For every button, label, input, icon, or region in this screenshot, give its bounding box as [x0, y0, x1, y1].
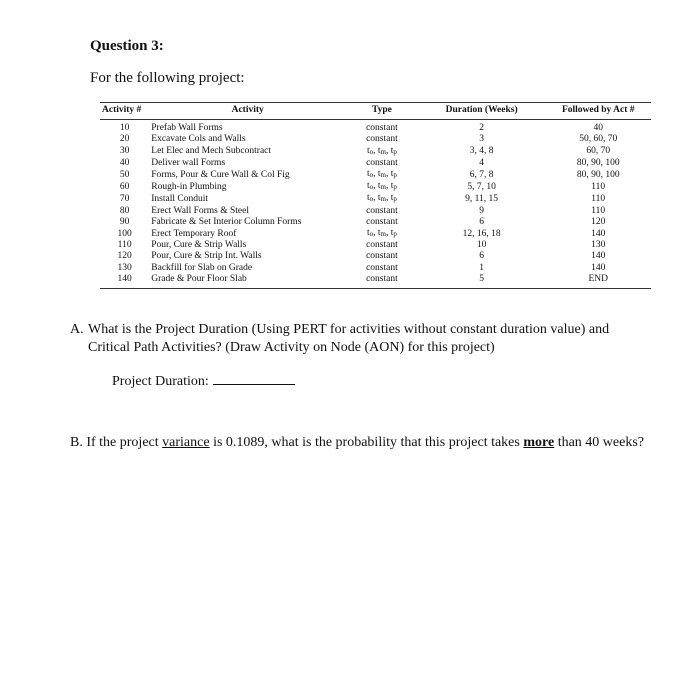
cell-duration: 9, 11, 15: [465, 193, 499, 204]
project-duration-label: Project Duration:: [112, 374, 209, 389]
cell-followed-by: 50, 60, 70: [579, 134, 618, 145]
cell-followed-by: 60, 70: [586, 146, 611, 157]
cell-duration: 4: [479, 157, 484, 168]
cell-type: constant: [366, 123, 398, 134]
part-b-text-before: If the project: [86, 435, 163, 450]
table-row: [100, 217, 651, 228]
cell-activity-number: 130: [117, 262, 132, 273]
cell-activity-number: 10: [119, 123, 130, 134]
question-title: Question 3:: [90, 38, 164, 54]
cell-type: to, tm, tp: [366, 181, 397, 192]
header-activity: Activity: [149, 103, 346, 120]
header-duration: Duration (Weeks): [418, 103, 546, 120]
cell-type: to, tm, tp: [366, 228, 397, 239]
cell-activity-number: 110: [117, 240, 132, 251]
table-row: [100, 120, 651, 135]
cell-followed-by: 140: [591, 228, 606, 239]
cell-activity-number: 90: [119, 216, 130, 227]
cell-type: constant: [366, 205, 398, 216]
header-activity-number: Activity #: [100, 103, 149, 120]
project-duration-blank: [213, 372, 295, 385]
table-row: [100, 251, 651, 262]
cell-followed-by: END: [545, 274, 651, 289]
table-row: [100, 240, 651, 251]
cell-type: constant: [366, 216, 398, 227]
table-row: [100, 228, 651, 240]
cell-activity: Backfill for Slab on Grade: [151, 262, 253, 273]
table-row: [100, 169, 651, 181]
part-b-text-after: than 40 weeks?: [554, 435, 645, 450]
table-body: [100, 120, 651, 289]
cell-activity-number: 40: [119, 157, 130, 168]
cell-activity: Rough-in Plumbing: [151, 181, 227, 192]
part-a-text-1: What is the Project Duration (Using PERT for activities without constant duration value) and: [88, 322, 610, 337]
cell-activity-number: 70: [119, 193, 130, 204]
cell-type: to, tm, tp: [366, 193, 397, 204]
cell-duration: 3: [479, 134, 484, 145]
cell-activity: Forms, Pour & Cure Wall & Col Fig: [151, 169, 290, 180]
cell-activity-number: 60: [119, 181, 130, 192]
cell-followed-by: 140: [591, 251, 606, 262]
cell-type: constant: [346, 274, 418, 289]
part-b-variance-word: variance: [162, 435, 210, 450]
cell-activity: Install Conduit: [151, 193, 209, 204]
cell-followed-by: 80, 90, 100: [576, 169, 620, 180]
part-a-text-2: Critical Path Activities? (Draw Activity on Node (AON) for this project): [88, 340, 495, 355]
header-followed-by: Followed by Act #: [545, 103, 651, 120]
header-type: Type: [346, 103, 418, 120]
table-row: [100, 181, 651, 193]
project-duration-line: [112, 372, 295, 390]
cell-activity: Let Elec and Mech Subcontract: [151, 146, 272, 157]
cell-duration: 6: [479, 216, 484, 227]
cell-duration: 10: [476, 240, 487, 251]
cell-activity-number: 50: [119, 169, 130, 180]
cell-duration: 6, 7, 8: [469, 169, 494, 180]
cell-followed-by: 40: [593, 123, 603, 134]
cell-duration: 5, 7, 10: [467, 181, 496, 192]
cell-activity-number: 120: [117, 251, 132, 262]
cell-activity: Excavate Cols and Walls: [151, 134, 246, 145]
cell-type: constant: [366, 251, 398, 262]
cell-type: constant: [366, 240, 398, 251]
cell-activity: Erect Wall Forms & Steel: [151, 205, 250, 216]
cell-followed-by: 110: [591, 193, 606, 204]
cell-followed-by: 130: [591, 240, 606, 251]
cell-activity-number: 20: [119, 134, 130, 145]
part-a-line-1: [70, 321, 660, 339]
cell-followed-by: 80, 90, 100: [576, 157, 620, 168]
cell-activity: Grade & Pour Floor Slab: [149, 274, 346, 289]
cell-followed-by: 110: [591, 181, 606, 192]
project-table: [100, 102, 651, 289]
table-header-row: [100, 103, 651, 120]
part-a-label: A.: [70, 322, 84, 337]
question-intro: For the following project:: [90, 70, 245, 86]
cell-followed-by: 120: [591, 216, 606, 227]
cell-type: to, tm, tp: [366, 145, 397, 156]
table-row: [100, 134, 651, 145]
cell-type: constant: [366, 262, 398, 273]
cell-duration: 9: [479, 205, 484, 216]
cell-duration: 3, 4, 8: [469, 146, 494, 157]
table-row: [100, 158, 651, 169]
cell-activity: Pour, Cure & Strip Walls: [151, 240, 247, 251]
cell-activity-number: 140: [100, 274, 149, 289]
cell-activity-number: 80: [119, 205, 130, 216]
cell-duration: 2: [479, 123, 484, 134]
part-a-question: [70, 321, 660, 357]
table-row: [100, 193, 651, 205]
cell-type: constant: [366, 157, 398, 168]
part-b-text-middle: is 0.1089, what is the probability that this project takes: [209, 435, 524, 450]
part-b-question: [70, 434, 700, 452]
cell-activity: Prefab Wall Forms: [151, 123, 223, 134]
part-b-more-word: more: [523, 435, 555, 450]
cell-activity: Pour, Cure & Strip Int. Walls: [151, 251, 262, 262]
part-b-label: B.: [70, 435, 83, 450]
cell-followed-by: 110: [591, 205, 606, 216]
cell-duration: 12, 16, 18: [462, 228, 501, 239]
table-row: [100, 263, 651, 274]
cell-activity-number: 30: [119, 146, 130, 157]
cell-activity: Fabricate & Set Interior Column Forms: [151, 216, 302, 227]
table-row: [100, 146, 651, 158]
table-row: [100, 206, 651, 217]
cell-type: constant: [366, 134, 398, 145]
cell-activity-number: 100: [117, 228, 132, 239]
cell-duration: 6: [479, 251, 484, 262]
cell-duration: 5: [418, 274, 546, 289]
cell-followed-by: 140: [591, 262, 606, 273]
cell-activity: Deliver wall Forms: [151, 157, 226, 168]
cell-duration: 1: [479, 262, 484, 273]
table-row: [100, 274, 651, 289]
cell-type: to, tm, tp: [366, 169, 397, 180]
cell-activity: Erect Temporary Roof: [151, 228, 237, 239]
